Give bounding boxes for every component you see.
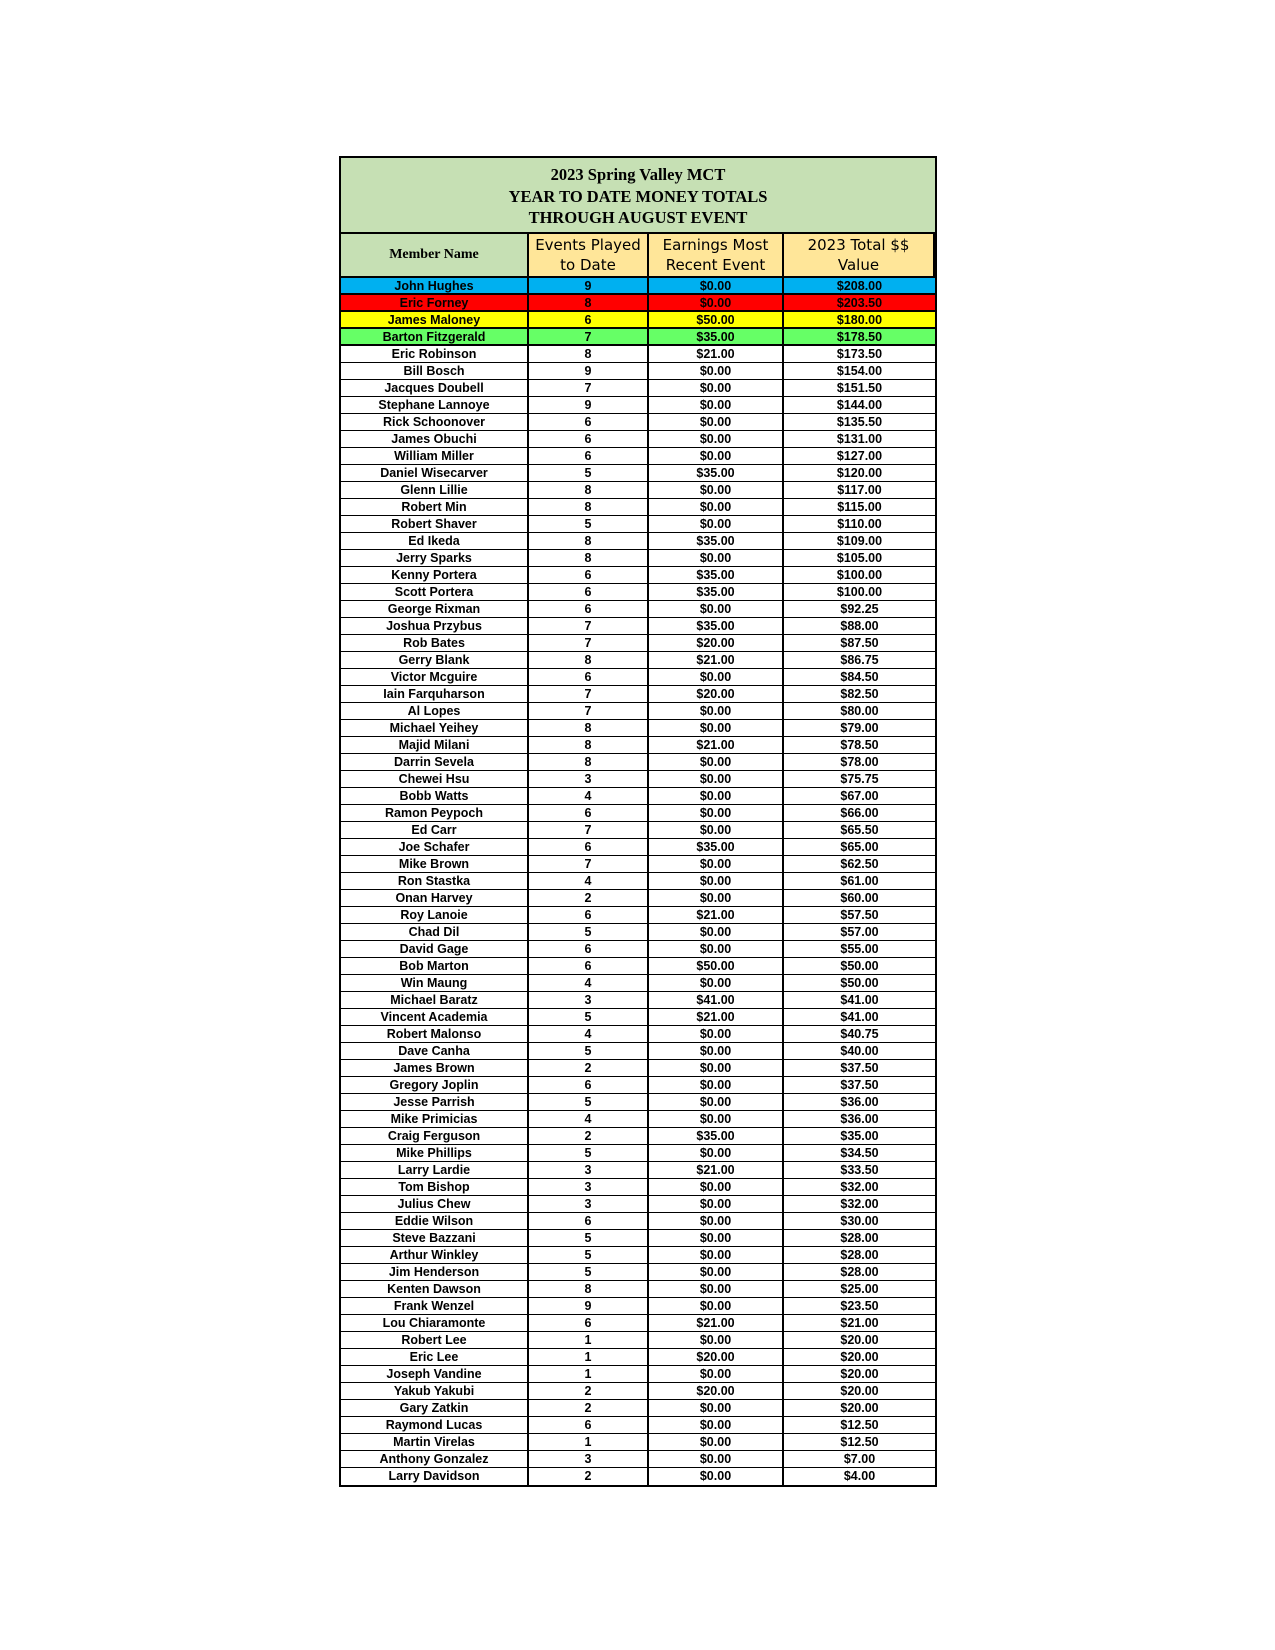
total-value-cell: $65.50 <box>784 822 935 839</box>
recent-earnings-cell: $0.00 <box>649 703 784 720</box>
total-value-cell: $60.00 <box>784 890 935 907</box>
events-played-cell: 8 <box>529 550 649 567</box>
events-played-cell: 5 <box>529 465 649 482</box>
recent-earnings-cell: $0.00 <box>649 805 784 822</box>
total-value-cell: $75.75 <box>784 771 935 788</box>
member-name-cell: Win Maung <box>341 975 529 992</box>
events-played-cell: 6 <box>529 805 649 822</box>
events-played-cell: 3 <box>529 1451 649 1468</box>
recent-earnings-cell: $0.00 <box>649 295 784 312</box>
total-value-cell: $79.00 <box>784 720 935 737</box>
member-name-cell: Ed Carr <box>341 822 529 839</box>
events-played-cell: 2 <box>529 1128 649 1145</box>
recent-earnings-cell: $0.00 <box>649 1230 784 1247</box>
member-name-cell: John Hughes <box>341 278 529 295</box>
recent-earnings-cell: $35.00 <box>649 1128 784 1145</box>
total-value-cell: $41.00 <box>784 992 935 1009</box>
total-value-cell: $127.00 <box>784 448 935 465</box>
events-played-cell: 8 <box>529 499 649 516</box>
member-name-cell: Ron Stastka <box>341 873 529 890</box>
total-value-cell: $173.50 <box>784 346 935 363</box>
member-name-cell: Gregory Joplin <box>341 1077 529 1094</box>
member-name-cell: Julius Chew <box>341 1196 529 1213</box>
total-value-cell: $110.00 <box>784 516 935 533</box>
recent-earnings-cell: $0.00 <box>649 822 784 839</box>
recent-earnings-cell: $0.00 <box>649 431 784 448</box>
total-value-cell: $23.50 <box>784 1298 935 1315</box>
recent-earnings-cell: $0.00 <box>649 1213 784 1230</box>
events-played-cell: 6 <box>529 907 649 924</box>
events-played-cell: 5 <box>529 1094 649 1111</box>
events-played-cell: 8 <box>529 533 649 550</box>
total-value-cell: $55.00 <box>784 941 935 958</box>
member-name-cell: Roy Lanoie <box>341 907 529 924</box>
events-played-cell: 6 <box>529 1315 649 1332</box>
recent-earnings-cell: $0.00 <box>649 1043 784 1060</box>
recent-earnings-cell: $21.00 <box>649 737 784 754</box>
recent-earnings-cell: $0.00 <box>649 754 784 771</box>
total-value-cell: $20.00 <box>784 1366 935 1383</box>
member-name-cell: Bobb Watts <box>341 788 529 805</box>
events-played-cell: 7 <box>529 618 649 635</box>
total-value-cell: $86.75 <box>784 652 935 669</box>
total-value-cell: $67.00 <box>784 788 935 805</box>
events-played-cell: 6 <box>529 839 649 856</box>
events-played-cell: 6 <box>529 431 649 448</box>
member-name-cell: Joe Schafer <box>341 839 529 856</box>
recent-earnings-cell: $0.00 <box>649 1417 784 1434</box>
events-played-cell: 8 <box>529 295 649 312</box>
events-played-cell: 6 <box>529 312 649 329</box>
events-played-cell: 2 <box>529 1468 649 1485</box>
member-name-cell: Craig Ferguson <box>341 1128 529 1145</box>
total-value-cell: $21.00 <box>784 1315 935 1332</box>
recent-earnings-cell: $35.00 <box>649 584 784 601</box>
member-name-cell: Larry Lardie <box>341 1162 529 1179</box>
total-value-cell: $33.50 <box>784 1162 935 1179</box>
member-name-cell: Rick Schoonover <box>341 414 529 431</box>
recent-earnings-cell: $0.00 <box>649 414 784 431</box>
total-value-cell: $20.00 <box>784 1332 935 1349</box>
recent-earnings-cell: $0.00 <box>649 856 784 873</box>
title-line-3: THROUGH AUGUST EVENT <box>528 208 748 227</box>
total-value-cell: $50.00 <box>784 975 935 992</box>
recent-earnings-cell: $35.00 <box>649 839 784 856</box>
total-value-cell: $61.00 <box>784 873 935 890</box>
events-played-cell: 7 <box>529 703 649 720</box>
member-name-cell: Jim Henderson <box>341 1264 529 1281</box>
total-value-cell: $105.00 <box>784 550 935 567</box>
events-played-cell: 7 <box>529 856 649 873</box>
events-played-cell: 6 <box>529 958 649 975</box>
member-name-cell: James Maloney <box>341 312 529 329</box>
total-value-cell: $144.00 <box>784 397 935 414</box>
total-value-cell: $12.50 <box>784 1417 935 1434</box>
member-name-cell: Gerry Blank <box>341 652 529 669</box>
recent-earnings-cell: $0.00 <box>649 924 784 941</box>
recent-earnings-cell: $35.00 <box>649 329 784 346</box>
member-name-cell: Lou Chiaramonte <box>341 1315 529 1332</box>
totals-table <box>341 234 935 1485</box>
total-value-cell: $20.00 <box>784 1383 935 1400</box>
events-played-cell: 3 <box>529 1196 649 1213</box>
events-played-cell: 5 <box>529 1043 649 1060</box>
events-played-cell: 1 <box>529 1332 649 1349</box>
member-name-cell: Vincent Academia <box>341 1009 529 1026</box>
total-value-cell: $151.50 <box>784 380 935 397</box>
member-name-cell: Mike Phillips <box>341 1145 529 1162</box>
events-played-cell: 3 <box>529 992 649 1009</box>
events-played-cell: 4 <box>529 788 649 805</box>
recent-earnings-cell: $0.00 <box>649 380 784 397</box>
recent-earnings-cell: $0.00 <box>649 941 784 958</box>
member-name-cell: Jerry Sparks <box>341 550 529 567</box>
header-events-played: Events Played to Date <box>529 234 649 278</box>
events-played-cell: 6 <box>529 414 649 431</box>
member-name-cell: Frank Wenzel <box>341 1298 529 1315</box>
events-played-cell: 8 <box>529 737 649 754</box>
member-name-cell: Michael Yeihey <box>341 720 529 737</box>
total-value-cell: $28.00 <box>784 1247 935 1264</box>
member-name-cell: James Obuchi <box>341 431 529 448</box>
member-name-cell: Eric Forney <box>341 295 529 312</box>
member-name-cell: Robert Shaver <box>341 516 529 533</box>
events-played-cell: 2 <box>529 890 649 907</box>
recent-earnings-cell: $20.00 <box>649 686 784 703</box>
total-value-cell: $35.00 <box>784 1128 935 1145</box>
title-block <box>341 158 935 234</box>
member-name-cell: Barton Fitzgerald <box>341 329 529 346</box>
recent-earnings-cell: $0.00 <box>649 1196 784 1213</box>
events-played-cell: 3 <box>529 1179 649 1196</box>
events-played-cell: 4 <box>529 1111 649 1128</box>
total-value-cell: $20.00 <box>784 1349 935 1366</box>
total-value-cell: $30.00 <box>784 1213 935 1230</box>
events-played-cell: 7 <box>529 686 649 703</box>
recent-earnings-cell: $21.00 <box>649 652 784 669</box>
member-name-cell: Iain Farquharson <box>341 686 529 703</box>
recent-earnings-cell: $0.00 <box>649 1026 784 1043</box>
member-name-cell: David Gage <box>341 941 529 958</box>
recent-earnings-cell: $0.00 <box>649 1451 784 1468</box>
recent-earnings-cell: $0.00 <box>649 720 784 737</box>
member-name-cell: Kenny Portera <box>341 567 529 584</box>
events-played-cell: 9 <box>529 1298 649 1315</box>
recent-earnings-cell: $0.00 <box>649 1094 784 1111</box>
member-name-cell: Anthony Gonzalez <box>341 1451 529 1468</box>
total-value-cell: $78.50 <box>784 737 935 754</box>
total-value-cell: $88.00 <box>784 618 935 635</box>
member-name-cell: Onan Harvey <box>341 890 529 907</box>
member-name-cell: Dave Canha <box>341 1043 529 1060</box>
events-played-cell: 9 <box>529 363 649 380</box>
member-name-cell: Robert Malonso <box>341 1026 529 1043</box>
recent-earnings-cell: $21.00 <box>649 907 784 924</box>
recent-earnings-cell: $0.00 <box>649 1281 784 1298</box>
total-value-cell: $84.50 <box>784 669 935 686</box>
events-played-cell: 8 <box>529 754 649 771</box>
recent-earnings-cell: $0.00 <box>649 1468 784 1485</box>
total-value-cell: $80.00 <box>784 703 935 720</box>
member-name-cell: William Miller <box>341 448 529 465</box>
member-name-cell: Chewei Hsu <box>341 771 529 788</box>
total-value-cell: $115.00 <box>784 499 935 516</box>
total-value-cell: $203.50 <box>784 295 935 312</box>
total-value-cell: $100.00 <box>784 567 935 584</box>
total-value-cell: $28.00 <box>784 1230 935 1247</box>
member-name-cell: Bill Bosch <box>341 363 529 380</box>
member-name-cell: Mike Brown <box>341 856 529 873</box>
member-name-cell: Daniel Wisecarver <box>341 465 529 482</box>
member-name-cell: Bob Marton <box>341 958 529 975</box>
recent-earnings-cell: $21.00 <box>649 346 784 363</box>
total-value-cell: $208.00 <box>784 278 935 295</box>
total-value-cell: $57.00 <box>784 924 935 941</box>
recent-earnings-cell: $0.00 <box>649 482 784 499</box>
total-value-cell: $32.00 <box>784 1196 935 1213</box>
recent-earnings-cell: $35.00 <box>649 533 784 550</box>
recent-earnings-cell: $0.00 <box>649 1179 784 1196</box>
member-name-cell: Joshua Przybus <box>341 618 529 635</box>
recent-earnings-cell: $50.00 <box>649 958 784 975</box>
events-played-cell: 6 <box>529 941 649 958</box>
member-name-cell: Michael Baratz <box>341 992 529 1009</box>
events-played-cell: 6 <box>529 669 649 686</box>
events-played-cell: 6 <box>529 601 649 618</box>
total-value-cell: $41.00 <box>784 1009 935 1026</box>
member-name-cell: Glenn Lillie <box>341 482 529 499</box>
total-value-cell: $66.00 <box>784 805 935 822</box>
total-value-cell: $25.00 <box>784 1281 935 1298</box>
events-played-cell: 2 <box>529 1060 649 1077</box>
events-played-cell: 5 <box>529 1264 649 1281</box>
events-played-cell: 4 <box>529 1026 649 1043</box>
total-value-cell: $34.50 <box>784 1145 935 1162</box>
total-value-cell: $78.00 <box>784 754 935 771</box>
member-name-cell: Ramon Peypoch <box>341 805 529 822</box>
member-name-cell: Al Lopes <box>341 703 529 720</box>
total-value-cell: $36.00 <box>784 1094 935 1111</box>
total-value-cell: $36.00 <box>784 1111 935 1128</box>
total-value-cell: $120.00 <box>784 465 935 482</box>
member-name-cell: Victor Mcguire <box>341 669 529 686</box>
recent-earnings-cell: $0.00 <box>649 499 784 516</box>
events-played-cell: 6 <box>529 584 649 601</box>
recent-earnings-cell: $0.00 <box>649 669 784 686</box>
total-value-cell: $37.50 <box>784 1060 935 1077</box>
events-played-cell: 6 <box>529 1417 649 1434</box>
member-name-cell: Majid Milani <box>341 737 529 754</box>
recent-earnings-cell: $41.00 <box>649 992 784 1009</box>
events-played-cell: 8 <box>529 346 649 363</box>
total-value-cell: $131.00 <box>784 431 935 448</box>
total-value-cell: $20.00 <box>784 1400 935 1417</box>
recent-earnings-cell: $20.00 <box>649 1349 784 1366</box>
recent-earnings-cell: $0.00 <box>649 1434 784 1451</box>
recent-earnings-cell: $0.00 <box>649 890 784 907</box>
member-name-cell: Robert Lee <box>341 1332 529 1349</box>
member-name-cell: James Brown <box>341 1060 529 1077</box>
recent-earnings-cell: $21.00 <box>649 1315 784 1332</box>
events-played-cell: 7 <box>529 329 649 346</box>
events-played-cell: 3 <box>529 1162 649 1179</box>
member-name-cell: Rob Bates <box>341 635 529 652</box>
total-value-cell: $4.00 <box>843 1469 876 1483</box>
header-member-name: Member Name <box>341 234 529 278</box>
recent-earnings-cell: $0.00 <box>649 278 784 295</box>
total-value-cell: $7.00 <box>784 1451 935 1468</box>
events-played-cell: 5 <box>529 1009 649 1026</box>
total-value-cell: $57.50 <box>784 907 935 924</box>
recent-earnings-cell: $0.00 <box>649 975 784 992</box>
total-value-cell: $40.00 <box>784 1043 935 1060</box>
recent-earnings-cell: $0.00 <box>649 1366 784 1383</box>
total-value-cell: $50.00 <box>784 958 935 975</box>
member-name-cell: Darrin Sevela <box>341 754 529 771</box>
recent-earnings-cell: $35.00 <box>649 618 784 635</box>
recent-earnings-cell: $0.00 <box>649 1400 784 1417</box>
events-played-cell: 7 <box>529 822 649 839</box>
events-played-cell: 8 <box>529 652 649 669</box>
recent-earnings-cell: $20.00 <box>649 635 784 652</box>
recent-earnings-cell: $50.00 <box>649 312 784 329</box>
total-value-cell: $28.00 <box>784 1264 935 1281</box>
total-value-cell: $180.00 <box>784 312 935 329</box>
events-played-cell: 5 <box>529 1230 649 1247</box>
member-name-cell: Tom Bishop <box>341 1179 529 1196</box>
member-name-cell: Gary Zatkin <box>341 1400 529 1417</box>
member-name-cell: Eric Robinson <box>341 346 529 363</box>
member-name-cell: Eddie Wilson <box>341 1213 529 1230</box>
total-value-cell: $40.75 <box>784 1026 935 1043</box>
member-name-cell: Scott Portera <box>341 584 529 601</box>
recent-earnings-cell: $21.00 <box>649 1009 784 1026</box>
total-value-cell: $154.00 <box>784 363 935 380</box>
events-played-cell: 4 <box>529 975 649 992</box>
events-played-cell: 1 <box>529 1434 649 1451</box>
recent-earnings-cell: $0.00 <box>649 873 784 890</box>
total-value-cell: $87.50 <box>784 635 935 652</box>
total-value-cell: $12.50 <box>784 1434 935 1451</box>
events-played-cell: 5 <box>529 516 649 533</box>
member-name-cell: Jesse Parrish <box>341 1094 529 1111</box>
recent-earnings-cell: $0.00 <box>649 1298 784 1315</box>
recent-earnings-cell: $0.00 <box>649 788 784 805</box>
events-played-cell: 5 <box>529 1247 649 1264</box>
member-name-cell: Eric Lee <box>341 1349 529 1366</box>
member-name-cell: Joseph Vandine <box>341 1366 529 1383</box>
total-value-cell: $117.00 <box>784 482 935 499</box>
events-played-cell: 4 <box>529 873 649 890</box>
header-recent-earnings: Earnings Most Recent Event <box>649 234 784 278</box>
recent-earnings-cell: $35.00 <box>649 465 784 482</box>
recent-earnings-cell: $0.00 <box>649 1332 784 1349</box>
events-played-cell: 8 <box>529 482 649 499</box>
total-value-cell: $100.00 <box>784 584 935 601</box>
events-played-cell: 9 <box>529 397 649 414</box>
events-played-cell: 5 <box>529 924 649 941</box>
recent-earnings-cell: $0.00 <box>649 448 784 465</box>
recent-earnings-cell: $0.00 <box>649 1145 784 1162</box>
recent-earnings-cell: $0.00 <box>649 1060 784 1077</box>
recent-earnings-cell: $0.00 <box>649 771 784 788</box>
events-played-cell: 8 <box>529 1281 649 1298</box>
header-total-value: 2023 Total $$ Value <box>784 234 935 278</box>
member-name-cell: Stephane Lannoye <box>341 397 529 414</box>
recent-earnings-cell: $0.00 <box>649 1111 784 1128</box>
member-name-cell: Yakub Yakubi <box>341 1383 529 1400</box>
total-value-cell: $178.50 <box>784 329 935 346</box>
member-name-cell: Raymond Lucas <box>341 1417 529 1434</box>
recent-earnings-cell: $0.00 <box>649 516 784 533</box>
total-value-cell: $32.00 <box>784 1179 935 1196</box>
member-name-cell: Larry Davidson <box>341 1468 529 1485</box>
events-played-cell: 5 <box>529 1145 649 1162</box>
title-line-1: 2023 Spring Valley MCT <box>550 165 726 184</box>
events-played-cell: 6 <box>529 1077 649 1094</box>
title-line-2: YEAR TO DATE MONEY TOTALS <box>508 186 768 206</box>
events-played-cell: 3 <box>529 771 649 788</box>
money-totals-sheet <box>339 156 937 1487</box>
total-value-cell: $65.00 <box>784 839 935 856</box>
events-played-cell: 7 <box>529 380 649 397</box>
events-played-cell: 1 <box>529 1349 649 1366</box>
recent-earnings-cell: $0.00 <box>649 397 784 414</box>
member-name-cell: Robert Min <box>341 499 529 516</box>
member-name-cell: Arthur Winkley <box>341 1247 529 1264</box>
events-played-cell: 9 <box>529 278 649 295</box>
recent-earnings-cell: $0.00 <box>649 601 784 618</box>
member-name-cell: Ed Ikeda <box>341 533 529 550</box>
total-value-cell: $109.00 <box>784 533 935 550</box>
member-name-cell: Chad Dil <box>341 924 529 941</box>
member-name-cell: Martin Virelas <box>341 1434 529 1451</box>
recent-earnings-cell: $0.00 <box>649 1247 784 1264</box>
member-name-cell: Kenten Dawson <box>341 1281 529 1298</box>
total-value-cell: $82.50 <box>784 686 935 703</box>
events-played-cell: 6 <box>529 448 649 465</box>
events-played-cell: 2 <box>529 1400 649 1417</box>
member-name-cell: Steve Bazzani <box>341 1230 529 1247</box>
events-played-cell: 2 <box>529 1383 649 1400</box>
recent-earnings-cell: $21.00 <box>649 1162 784 1179</box>
recent-earnings-cell: $35.00 <box>649 567 784 584</box>
member-name-cell: Mike Primicias <box>341 1111 529 1128</box>
member-name-cell: George Rixman <box>341 601 529 618</box>
recent-earnings-cell: $0.00 <box>649 363 784 380</box>
recent-earnings-cell: $0.00 <box>649 1077 784 1094</box>
total-value-cell: $135.50 <box>784 414 935 431</box>
total-value-cell: $92.25 <box>784 601 935 618</box>
events-played-cell: 1 <box>529 1366 649 1383</box>
recent-earnings-cell: $0.00 <box>649 1264 784 1281</box>
recent-earnings-cell: $0.00 <box>649 550 784 567</box>
recent-earnings-cell: $20.00 <box>649 1383 784 1400</box>
events-played-cell: 6 <box>529 567 649 584</box>
total-value-cell: $62.50 <box>784 856 935 873</box>
member-name-cell: Jacques Doubell <box>341 380 529 397</box>
events-played-cell: 6 <box>529 1213 649 1230</box>
total-value-cell: $37.50 <box>784 1077 935 1094</box>
events-played-cell: 8 <box>529 720 649 737</box>
events-played-cell: 7 <box>529 635 649 652</box>
